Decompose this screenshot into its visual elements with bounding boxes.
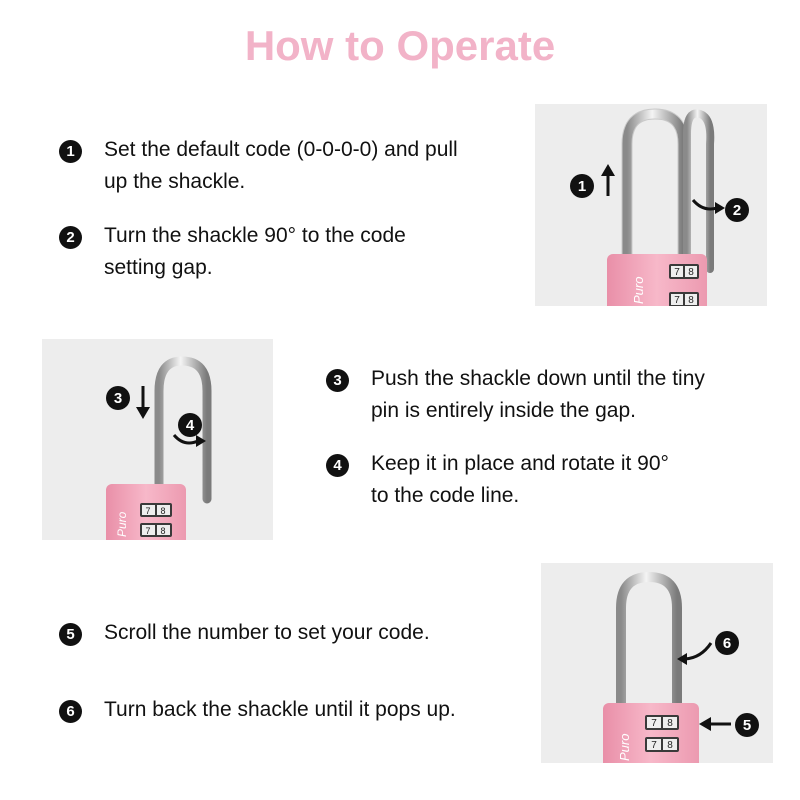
step-1 (59, 134, 458, 198)
brand-text: Puro (115, 511, 129, 537)
step-number-1: 1 (59, 140, 82, 163)
step-4-line-2: to the code line. (371, 484, 520, 507)
step-2 (59, 220, 406, 284)
step-1-line-1: Set the default code (0-0-0-0) and pull (104, 138, 458, 161)
step-4 (326, 448, 669, 512)
dial-digit: 8 (667, 718, 673, 729)
dial-digit: 8 (160, 526, 166, 536)
dial-digit: 8 (160, 506, 166, 516)
step-2-line-2: setting gap. (104, 256, 213, 279)
lock-illustration-b (42, 339, 273, 540)
page-title: How to Operate (244, 22, 556, 69)
step-number-5: 5 (59, 623, 82, 646)
step-text-4 (371, 448, 669, 512)
dial-digit: 8 (688, 295, 694, 306)
dial-digit: 7 (145, 526, 151, 536)
illustration-pull-rotate (535, 104, 767, 306)
step-3 (326, 363, 705, 427)
badge-2: 2 (725, 198, 749, 222)
dial-digit: 7 (651, 718, 657, 729)
step-number-2: 2 (59, 226, 82, 249)
step-6-line-1: Turn back the shackle until it pops up. (104, 698, 456, 721)
step-number-6: 6 (59, 700, 82, 723)
step-3-line-1: Push the shackle down until the tiny (371, 367, 705, 390)
step-5-line-1: Scroll the number to set your code. (104, 621, 430, 644)
dial-digit: 8 (688, 267, 694, 278)
dial-digit: 7 (674, 295, 680, 306)
brand-text: Puro (617, 733, 632, 761)
step-text-2 (104, 220, 406, 284)
step-3-line-2: pin is entirely inside the gap. (371, 399, 636, 422)
badge-6: 6 (715, 631, 739, 655)
dial-digit: 7 (674, 267, 680, 278)
step-2-line-1: Turn the shackle 90° to the code (104, 224, 406, 247)
step-number-3: 3 (326, 369, 349, 392)
badge-4: 4 (178, 413, 202, 437)
brand-text: Puro (631, 276, 646, 304)
step-text-1 (104, 134, 458, 198)
badge-3: 3 (106, 386, 130, 410)
step-text-6 (104, 694, 456, 726)
dial-digit: 7 (145, 506, 151, 516)
step-4-line-1: Keep it in place and rotate it 90° (371, 452, 669, 475)
illustration-set-code (541, 563, 773, 763)
badge-1: 1 (570, 174, 594, 198)
arrow-curve-left-icon (685, 643, 711, 659)
illustration-push-rotate (42, 339, 273, 540)
step-text-5 (104, 617, 430, 649)
badge-5: 5 (735, 713, 759, 737)
step-5 (59, 617, 430, 649)
dial-digit: 7 (651, 740, 657, 751)
dial-digit: 8 (667, 740, 673, 751)
step-1-line-2: up the shackle. (104, 170, 246, 193)
step-6 (59, 694, 456, 726)
step-number-4: 4 (326, 454, 349, 477)
step-text-3 (371, 363, 705, 427)
